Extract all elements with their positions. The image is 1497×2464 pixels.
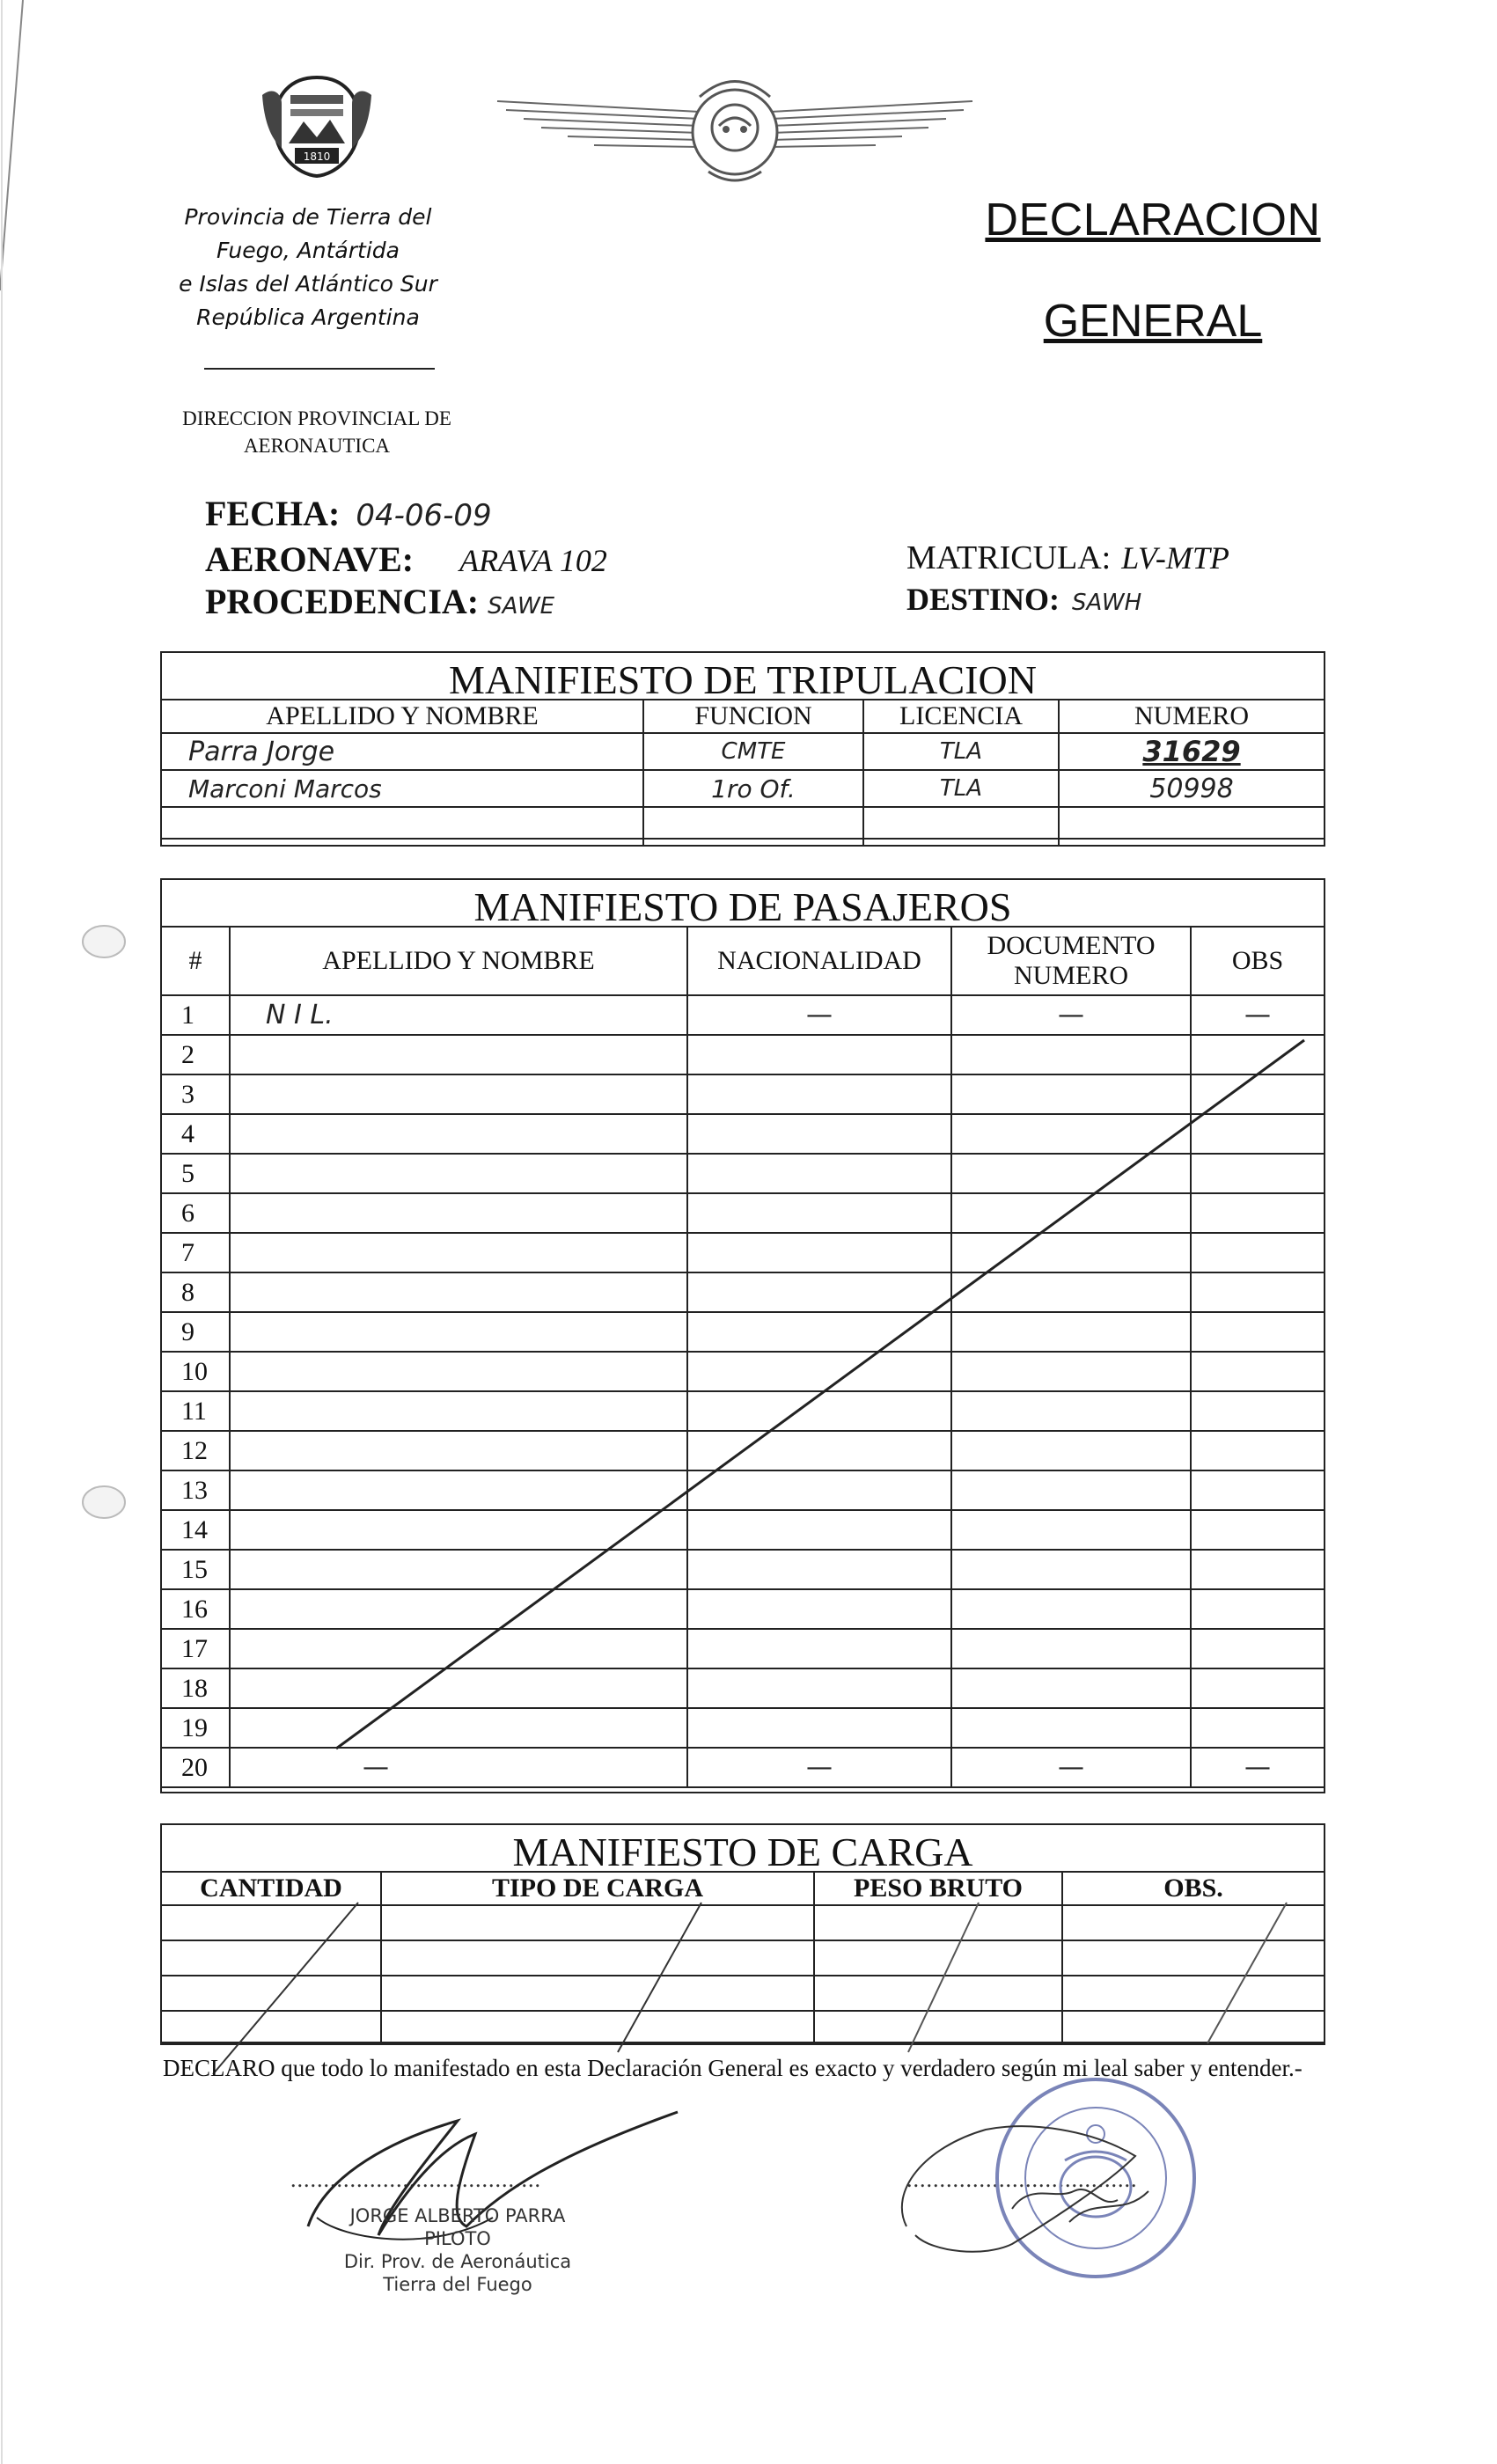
pax-index: 12 bbox=[161, 1431, 230, 1470]
signer-office: Dir. Prov. de Aeronáutica bbox=[343, 2251, 572, 2272]
pax-col-index: # bbox=[161, 927, 230, 995]
aeronave-label: AERONAVE: bbox=[205, 539, 415, 579]
fecha-row bbox=[205, 493, 492, 534]
crew-licencia: TLA bbox=[863, 770, 1059, 807]
crew-numero bbox=[1059, 807, 1325, 846]
signer-name: JORGE ALBERTO PARRA bbox=[349, 2205, 566, 2226]
signature-line-left: ...................................... bbox=[290, 2167, 541, 2192]
pax-obs: — bbox=[1191, 1748, 1325, 1787]
pax-index: 19 bbox=[161, 1708, 230, 1748]
signer-role: PILOTO bbox=[424, 2228, 491, 2249]
crew-licencia bbox=[863, 807, 1059, 846]
province-line: República Argentina bbox=[196, 304, 420, 330]
pax-name: — bbox=[230, 1748, 687, 1787]
svg-text:1810: 1810 bbox=[303, 150, 331, 163]
cancel-strike-line bbox=[160, 926, 1325, 1793]
declaration-text: DECLARO que todo lo manifestado en esta Declaración General es exacto y verdadero según mi leal saber y entender.- bbox=[163, 2055, 1303, 2081]
crew-funcion: CMTE bbox=[643, 733, 863, 770]
cargo-col-tipo: TIPO DE CARGA bbox=[381, 1872, 814, 1905]
aeronave-value: ARAVA 102 bbox=[459, 543, 607, 578]
crew-col-licencia: LICENCIA bbox=[863, 700, 1059, 733]
pax-index: 11 bbox=[161, 1391, 230, 1431]
crew-licencia: TLA bbox=[863, 733, 1059, 770]
pax-nacionalidad: — bbox=[687, 1748, 951, 1787]
matricula-row bbox=[906, 539, 1229, 577]
provincial-seal-icon bbox=[255, 69, 378, 183]
aeronave-row bbox=[205, 539, 607, 580]
divider bbox=[204, 368, 435, 370]
pax-index: 14 bbox=[161, 1510, 230, 1550]
fecha-value: 04-06-09 bbox=[356, 498, 492, 533]
cargo-col-cantidad: CANTIDAD bbox=[161, 1872, 381, 1905]
cargo-strike-lines bbox=[160, 1823, 1325, 2079]
table-row bbox=[161, 807, 1325, 846]
cargo-col-obs: OBS. bbox=[1062, 1872, 1325, 1905]
destino-row bbox=[906, 581, 1141, 618]
passenger-title: MANIFIESTO DE PASAJEROS bbox=[473, 884, 1012, 929]
pax-index: 4 bbox=[161, 1114, 230, 1154]
pax-nacionalidad: — bbox=[687, 995, 951, 1035]
pax-index: 20 bbox=[161, 1748, 230, 1787]
matricula-label: MATRICULA: bbox=[906, 539, 1112, 576]
pax-index: 6 bbox=[161, 1193, 230, 1233]
fecha-label: FECHA: bbox=[205, 494, 341, 533]
document-subtitle: GENERAL bbox=[1043, 296, 1263, 347]
pax-index: 13 bbox=[161, 1470, 230, 1510]
province-line: Fuego, Antártida bbox=[216, 238, 400, 263]
pax-name: N I L. bbox=[230, 995, 687, 1035]
direccion-name bbox=[141, 405, 493, 459]
punch-hole-bottom bbox=[77, 1480, 130, 1524]
pax-index: 8 bbox=[161, 1272, 230, 1312]
crew-col-funcion: FUNCION bbox=[643, 700, 863, 733]
crew-manifest bbox=[160, 651, 1325, 840]
pax-index: 5 bbox=[161, 1154, 230, 1193]
crew-name: Parra Jorge bbox=[161, 733, 643, 770]
pax-col-documento: DOCUMENTO NUMERO bbox=[951, 927, 1191, 995]
crew-table bbox=[160, 699, 1325, 847]
pax-documento: — bbox=[951, 1748, 1191, 1787]
direccion-line: DIRECCION PROVINCIAL DE bbox=[182, 407, 451, 429]
aviation-wings-icon bbox=[488, 57, 981, 198]
pax-index: 1 bbox=[161, 995, 230, 1035]
crew-numero: 31629 bbox=[1059, 733, 1325, 770]
procedencia-value: SAWE bbox=[488, 593, 555, 620]
pax-index: 3 bbox=[161, 1074, 230, 1114]
crew-name: Marconi Marcos bbox=[161, 770, 643, 807]
crew-funcion bbox=[643, 807, 863, 846]
document-title: DECLARACION bbox=[985, 194, 1321, 246]
pax-index: 17 bbox=[161, 1629, 230, 1668]
province-line: e Islas del Atlántico Sur bbox=[179, 271, 437, 297]
table-row bbox=[161, 733, 1325, 770]
signature-line-right: ................................... bbox=[906, 2167, 1138, 2192]
table-row bbox=[161, 770, 1325, 807]
pax-obs: — bbox=[1191, 995, 1325, 1035]
pax-index: 2 bbox=[161, 1035, 230, 1074]
signer-block bbox=[290, 2204, 625, 2296]
pax-index: 16 bbox=[161, 1589, 230, 1629]
cargo-title: MANIFIESTO DE CARGA bbox=[512, 1830, 973, 1874]
pax-index: 9 bbox=[161, 1312, 230, 1352]
pax-index: 15 bbox=[161, 1550, 230, 1589]
signature-scribble-right bbox=[880, 2094, 1197, 2270]
scan-edge bbox=[0, 0, 26, 2464]
pax-col-nacionalidad: NACIONALIDAD bbox=[687, 927, 951, 995]
pax-col-name: APELLIDO Y NOMBRE bbox=[230, 927, 687, 995]
pax-index: 7 bbox=[161, 1233, 230, 1272]
pax-col-obs: OBS bbox=[1191, 927, 1325, 995]
crew-col-numero: NUMERO bbox=[1059, 700, 1325, 733]
pax-index: 10 bbox=[161, 1352, 230, 1391]
crew-title: MANIFIESTO DE TRIPULACION bbox=[449, 657, 1037, 702]
punch-hole-top bbox=[77, 920, 130, 964]
province-line: Provincia de Tierra del bbox=[184, 204, 432, 230]
cargo-col-peso: PESO BRUTO bbox=[814, 1872, 1062, 1905]
destino-label: DESTINO: bbox=[906, 582, 1060, 617]
signer-province: Tierra del Fuego bbox=[383, 2274, 532, 2295]
pax-index: 18 bbox=[161, 1668, 230, 1708]
direccion-line: AERONAUTICA bbox=[243, 435, 391, 457]
pax-documento: — bbox=[951, 995, 1191, 1035]
procedencia-label: PROCEDENCIA: bbox=[205, 582, 480, 621]
matricula-value: LV-MTP bbox=[1121, 540, 1229, 576]
procedencia-row bbox=[205, 581, 554, 622]
destino-value: SAWH bbox=[1072, 590, 1142, 616]
crew-col-name: APELLIDO Y NOMBRE bbox=[161, 700, 643, 733]
province-name bbox=[132, 201, 484, 334]
crew-funcion: 1ro Of. bbox=[643, 770, 863, 807]
crew-numero: 50998 bbox=[1059, 770, 1325, 807]
crew-name bbox=[161, 807, 643, 846]
